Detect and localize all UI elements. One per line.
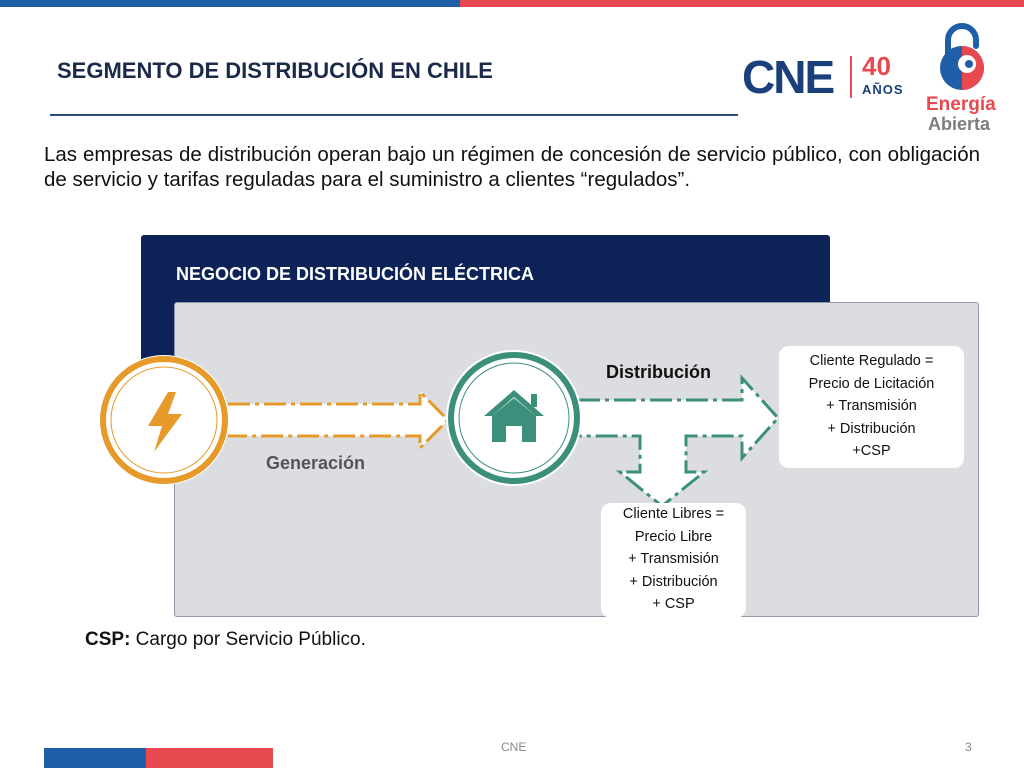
generation-node (99, 355, 229, 485)
page-number: 3 (965, 740, 972, 754)
regulated-line: + Transmisión (826, 398, 917, 414)
regulated-line: Cliente Regulado = (809, 353, 934, 369)
free-client-box (601, 503, 746, 618)
free-line: + Transmisión (628, 551, 719, 567)
distribution-label: Distribución (606, 362, 712, 382)
free-line: Cliente Libres = (622, 506, 725, 522)
free-line: + Distribución (629, 573, 718, 590)
intro-paragraph: Las empresas de distribución operan bajo un régimen de concesión de servicio público, con obligación de servicio y tarifas reguladas para el suministro a clientes “regulados”. (44, 143, 980, 191)
slide-title: SEGMENTO DE DISTRIBUCIÓN EN CHILE (57, 58, 493, 83)
cne-logo-years: 40 (862, 51, 891, 81)
cne-logo-anos: AÑOS (862, 82, 904, 97)
generation-label: Generación (266, 453, 366, 473)
energia-abierta-word-2: Abierta (928, 114, 991, 134)
generation-arrow (228, 392, 448, 448)
energia-abierta-word-1: Energía (926, 94, 996, 115)
regulated-line: +CSP (852, 443, 891, 459)
regulated-line: Precio de Licitación (808, 375, 935, 392)
distribution-arrow (578, 378, 778, 506)
diagram-panel-title: NEGOCIO DE DISTRIBUCIÓN ELÉCTRICA (176, 264, 535, 284)
csp-definition: Cargo por Servicio Público. (130, 629, 366, 650)
footer-accent-blue (44, 748, 146, 768)
csp-footnote (85, 629, 366, 651)
footer-label: CNE (501, 740, 527, 754)
cne-logo-text: CNE (742, 51, 834, 103)
free-line: + CSP (652, 596, 695, 612)
regulated-line: + Distribución (827, 420, 916, 437)
regulated-client-box (779, 346, 964, 468)
distribution-node (446, 350, 582, 486)
footer-accent-red (146, 748, 273, 768)
free-line: Precio Libre (634, 528, 713, 545)
csp-term: CSP: (85, 629, 131, 650)
